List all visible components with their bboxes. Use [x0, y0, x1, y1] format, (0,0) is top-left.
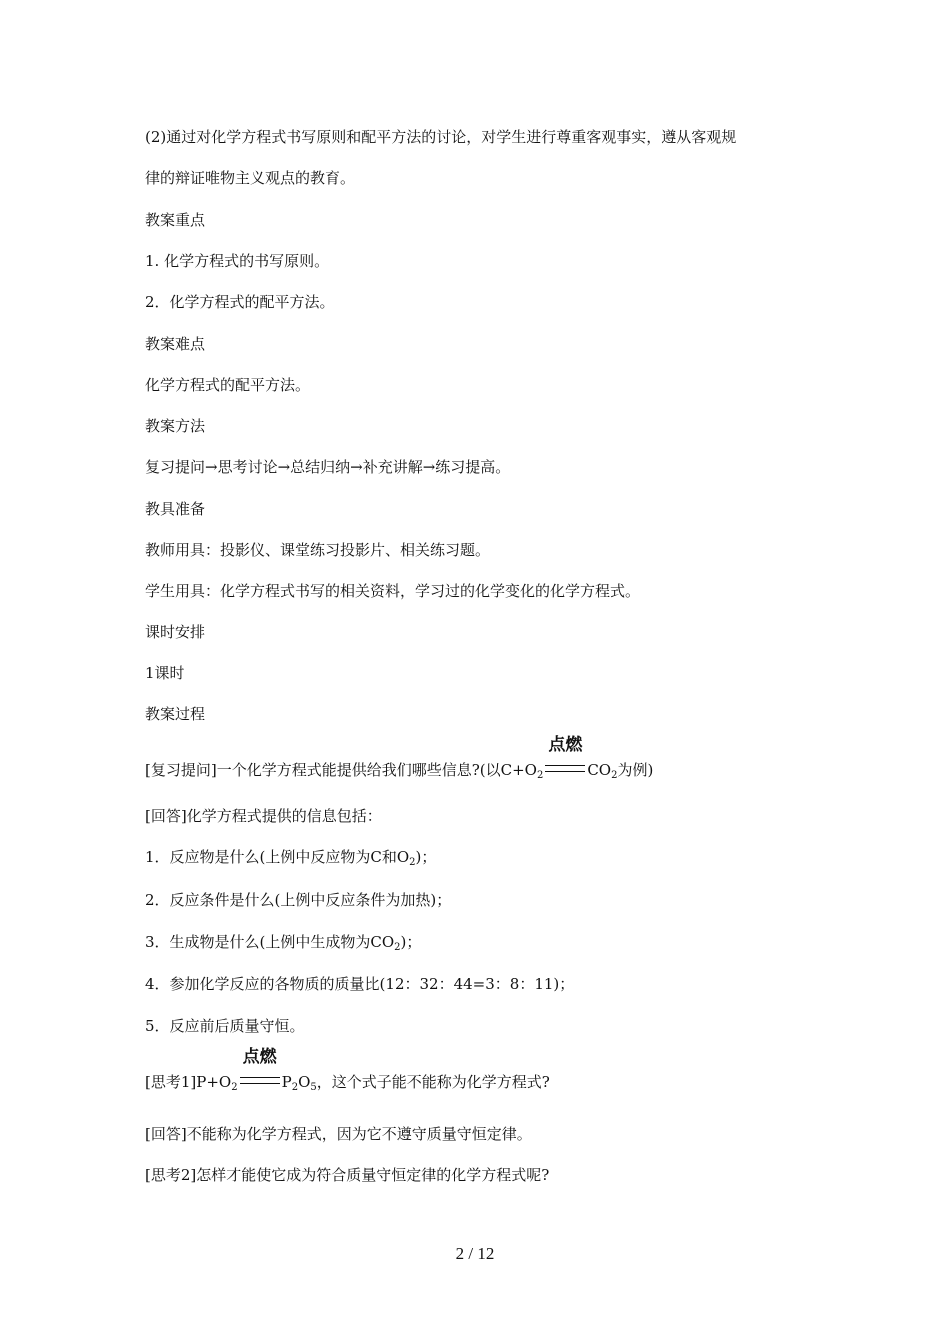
ignition-label: 点燃 [242, 1047, 277, 1067]
product-co2: CO [587, 761, 612, 779]
schedule-text: 1课时 [145, 664, 185, 682]
key-points-heading: 教案重点 [145, 211, 206, 229]
method-text: 复习提问→思考讨论→总结归纳→补充讲解→练习提高。 [145, 458, 511, 476]
reaction-condition-arrow [240, 1047, 280, 1087]
review-question [145, 735, 654, 786]
think-1-text: [思考1]P+O [145, 1073, 232, 1091]
think-2: [思考2]怎样才能使它成为符合质量守恒定律的化学方程式呢? [145, 1166, 550, 1184]
review-question-text: [复习提问]一个化学方程式能提供给我们哪些信息?(以C+O [145, 761, 537, 779]
o2-subscript: 2 [536, 770, 544, 781]
tools-heading: 教具准备 [145, 500, 206, 518]
page-number: 2 / 12 [455, 1244, 495, 1263]
co2-subscript: 2 [611, 770, 618, 781]
teacher-tools: 教师用具：投影仪、课堂练习投影片、相关练习题。 [145, 541, 491, 559]
review-question-tail: 为例) [617, 761, 654, 779]
student-tools: 学生用具：化学方程式书写的相关资料，学习过的化学变化的化学方程式。 [145, 582, 641, 600]
key-point-2: 2．化学方程式的配平方法。 [145, 293, 335, 311]
process-heading: 教案过程 [145, 705, 206, 723]
difficulty-text: 化学方程式的配平方法。 [145, 376, 311, 394]
answer-2: [回答]不能称为化学方程式，因为它不遵守质量守恒定律。 [145, 1125, 532, 1143]
product-o: O [298, 1073, 311, 1091]
info-item-1 [145, 847, 436, 873]
info-item-3-text: 3．生成物是什么(上例中生成物为CO [145, 933, 395, 951]
schedule-heading: 课时安排 [145, 623, 206, 641]
info-item-2: 2．反应条件是什么(上例中反应条件为加热)； [145, 891, 452, 909]
goal-2-line-2: 律的辩证唯物主义观点的教育。 [145, 169, 356, 187]
equals-bars [240, 1077, 280, 1084]
o2-subscript: 2 [231, 1082, 238, 1093]
goal-2-line-1: (2)通过对化学方程式书写原则和配平方法的讨论，对学生进行尊重客观事实，遵从客观规 [145, 128, 737, 146]
info-item-3-tail: )； [400, 933, 422, 951]
reaction-condition-arrow [545, 735, 585, 775]
info-item-1-tail: )； [415, 848, 437, 866]
equals-bars [545, 765, 585, 772]
difficulty-heading: 教案难点 [145, 335, 206, 353]
think-1-tail: ，这个式子能不能称为化学方程式? [316, 1073, 550, 1091]
method-heading: 教案方法 [145, 417, 206, 435]
product-p: P [281, 1073, 292, 1091]
key-point-1: 1. 化学方程式的书写原则。 [145, 252, 330, 270]
answer-intro: [回答]化学方程式提供的信息包括： [145, 807, 382, 825]
info-item-3 [145, 932, 421, 958]
info-item-5: 5．反应前后质量守恒。 [145, 1017, 305, 1035]
info-item-1-text: 1．反应物是什么(上例中反应物为C和O [145, 848, 410, 866]
think-1 [145, 1047, 550, 1098]
ignition-label: 点燃 [548, 735, 583, 755]
co2-subscript: 2 [394, 942, 401, 953]
info-item-4: 4．参加化学反应的各物质的质量比(12：32：44=3：8：11)； [145, 975, 575, 993]
p-subscript: 2 [291, 1082, 299, 1093]
o2-subscript: 2 [409, 857, 416, 868]
o-subscript: 5 [310, 1082, 317, 1093]
